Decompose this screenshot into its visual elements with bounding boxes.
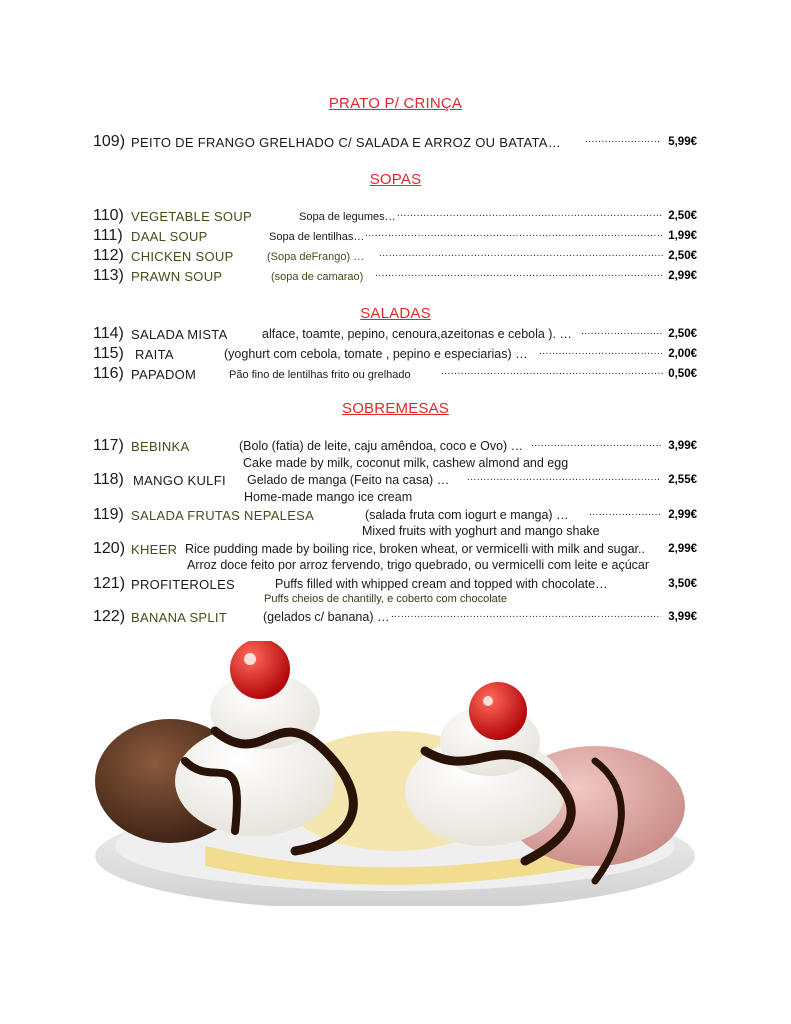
item-description: (Sopa deFrango) … (267, 251, 365, 263)
menu-item-110 (93, 207, 697, 227)
leader-dots (441, 366, 663, 381)
section-title-kids: PRATO P/ CRINÇA (328, 95, 463, 112)
item-price: 2,50€ (668, 210, 697, 222)
item-name: PEITO DE FRANGO GRELHADO C/ SALADA E ARROZ OU BATATA… (131, 135, 562, 150)
item-number: 112) (93, 247, 124, 264)
item-price: 1,99€ (668, 230, 697, 242)
item-description: Pão fino de lentilhas frito ou grelhado (229, 369, 411, 381)
menu-item-120 (93, 540, 697, 560)
item-name: BEBINKA (131, 439, 190, 454)
leader-dots (585, 134, 661, 149)
item-number: 120) (93, 540, 126, 557)
menu-item-115 (93, 345, 697, 365)
item-translation: Home-made mango ice cream (244, 490, 413, 504)
item-name: CHICKEN SOUP (131, 249, 234, 264)
leader-dots (467, 472, 661, 487)
item-name: PROFITEROLES (131, 577, 236, 592)
item-description: Sopa de lentilhas… (269, 231, 365, 243)
leader-dots (397, 208, 663, 223)
section-title-desserts: SOBREMESAS (341, 400, 450, 417)
item-translation: Puffs cheios de chantilly, e coberto com chocolate (264, 593, 507, 605)
menu-item-119 (93, 506, 697, 526)
item-description: (sopa de camarao) (271, 271, 364, 283)
leader-dots (365, 228, 663, 243)
item-price: 2,99€ (668, 543, 697, 555)
leader-dots (589, 507, 661, 522)
item-name: PAPADOM (131, 367, 197, 382)
item-number: 121) (93, 575, 126, 592)
item-number: 109) (93, 133, 126, 150)
item-number: 116) (93, 365, 124, 382)
item-translation: Arroz doce feito por arroz fervendo, trigo quebrado, ou vermicelli com leite e açúcar (187, 558, 650, 572)
item-price: 2,99€ (668, 270, 697, 282)
section-title-salads: SALADAS (360, 305, 431, 322)
menu-item-111 (93, 227, 697, 247)
item-number: 118) (93, 471, 124, 488)
item-price: 2,50€ (668, 328, 697, 340)
item-name: SALADA FRUTAS NEPALESA (131, 508, 315, 523)
menu-item-113 (93, 267, 697, 287)
item-name: MANGO KULFI (133, 473, 226, 488)
item-number: 111) (93, 227, 123, 244)
item-number: 117) (93, 437, 124, 454)
menu-item-112 (93, 247, 697, 267)
menu-item-118 (93, 471, 697, 491)
item-number: 115) (93, 345, 124, 362)
item-price: 0,50€ (668, 368, 697, 380)
item-price: 2,00€ (668, 348, 697, 360)
item-number: 110) (93, 207, 124, 224)
item-number: 114) (93, 325, 124, 342)
item-name: SALADA MISTA (131, 327, 228, 342)
leader-dots (375, 268, 663, 283)
item-description: Sopa de legumes… (299, 211, 396, 223)
item-description: (gelados c/ banana) … (263, 610, 390, 624)
menu-item-122 (93, 608, 697, 628)
item-price: 2,99€ (668, 509, 697, 521)
item-name: KHEER (131, 542, 178, 557)
item-price: 2,55€ (668, 474, 697, 486)
leader-dots (391, 609, 661, 624)
item-description: Rice pudding made by boiling rice, broken wheat, or vermicelli with milk and sugar.. (185, 542, 645, 556)
item-name: RAITA (135, 347, 174, 362)
leader-dots (379, 248, 663, 263)
item-description: Puffs filled with whipped cream and topped with chocolate… (275, 577, 608, 591)
item-description: (salada fruta com iogurt e manga) … (365, 508, 569, 522)
item-name: BANANA SPLIT (131, 610, 228, 625)
menu-item-121 (93, 575, 697, 595)
item-name: PRAWN SOUP (131, 269, 223, 284)
item-translation: Cake made by milk, coconut milk, cashew almond and egg (243, 456, 569, 470)
menu-item-116 (93, 365, 697, 385)
item-number: 122) (93, 608, 126, 625)
item-name: DAAL SOUP (131, 229, 208, 244)
item-price: 3,50€ (668, 578, 697, 590)
item-price: 3,99€ (668, 611, 697, 623)
item-number: 113) (93, 267, 124, 284)
menu-item-114 (93, 325, 697, 345)
section-title-soups: SOPAS (369, 171, 422, 188)
item-description: Gelado de manga (Feito na casa) … (247, 473, 450, 487)
item-description: (Bolo (fatia) de leite, caju amêndoa, coco e Ovo) … (239, 439, 524, 453)
item-translation: Mixed fruits with yoghurt and mango shake (362, 524, 600, 538)
item-description: alface, toamte, pepino, cenoura,azeitonas e cebola ). … (262, 327, 572, 341)
leader-dots (539, 346, 663, 361)
menu-item-117 (93, 437, 697, 457)
item-description: (yoghurt com cebola, tomate , pepino e especiarias) … (224, 347, 528, 361)
leader-dots (531, 438, 661, 453)
banana-split-photo (95, 641, 699, 906)
item-price: 3,99€ (668, 440, 697, 452)
leader-dots (581, 326, 663, 341)
item-price: 5,99€ (668, 136, 697, 148)
item-number: 119) (93, 506, 124, 523)
menu-item-109 (93, 133, 697, 153)
item-price: 2,50€ (668, 250, 697, 262)
item-name: VEGETABLE SOUP (131, 209, 252, 224)
